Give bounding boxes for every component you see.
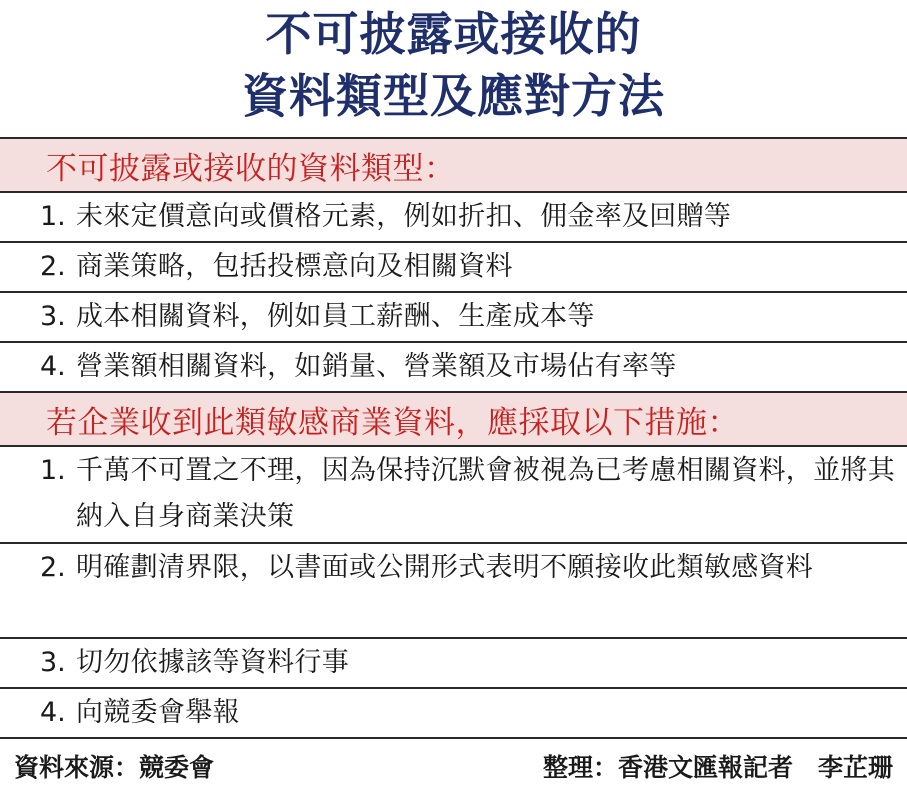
item-text: 營業額相關資料，如銷量、營業額及市場佔有率等: [76, 351, 677, 382]
divider: [0, 291, 907, 293]
divider: [0, 737, 907, 739]
divider: [0, 542, 907, 544]
item-text: 明確劃清界限，以書面或公開形式表明不願接收此類敏感資料: [76, 552, 814, 583]
list-item: [0, 194, 907, 240]
item-text: 切勿依據該等資料行事: [76, 647, 349, 678]
list-item: [0, 690, 907, 736]
item-text: 成本相關資料，例如員工薪酬、生產成本等: [76, 301, 595, 332]
list-item: [0, 545, 907, 637]
item-text: 商業策略，包括投標意向及相關資料: [76, 251, 513, 282]
divider: [0, 241, 907, 243]
item-text: 向競委會舉報: [76, 697, 240, 728]
item-number: 2.: [40, 552, 66, 583]
divider: [0, 191, 907, 193]
section-heading-measures: 若企業收到此類敏感商業資料，應採取以下措施：: [0, 393, 907, 445]
list-item: [0, 294, 907, 340]
page-title-line-2: 資料類型及應對方法: [242, 69, 665, 123]
item-text: 未來定價意向或價格元素，例如折扣、佣金率及回贈等: [76, 201, 732, 232]
item-number: 3.: [40, 301, 66, 332]
list-item: [0, 344, 907, 390]
item-number: 4.: [40, 351, 66, 382]
item-number: 1.: [40, 455, 66, 486]
section-heading-data-types: 不可披露或接收的資料類型：: [0, 139, 907, 191]
list-item: [0, 244, 907, 290]
credit-note: 整理：香港文匯報記者 李芷珊: [542, 753, 893, 782]
item-number: 4.: [40, 697, 66, 728]
item-number: 1.: [40, 201, 66, 232]
divider: [0, 637, 907, 639]
item-number: 2.: [40, 251, 66, 282]
page-title-line-1: 不可披露或接收的: [265, 7, 642, 61]
list-item: [0, 640, 907, 686]
divider: [0, 445, 907, 447]
list-item: [0, 448, 907, 540]
divider: [0, 341, 907, 343]
item-text: 千萬不可置之不理，因為保持沉默會被視為已考慮相關資料，並將其納入自身商業決策: [76, 455, 895, 532]
item-number: 3.: [40, 647, 66, 678]
source-note: 資料來源：競委會: [14, 753, 215, 782]
divider: [0, 687, 907, 689]
